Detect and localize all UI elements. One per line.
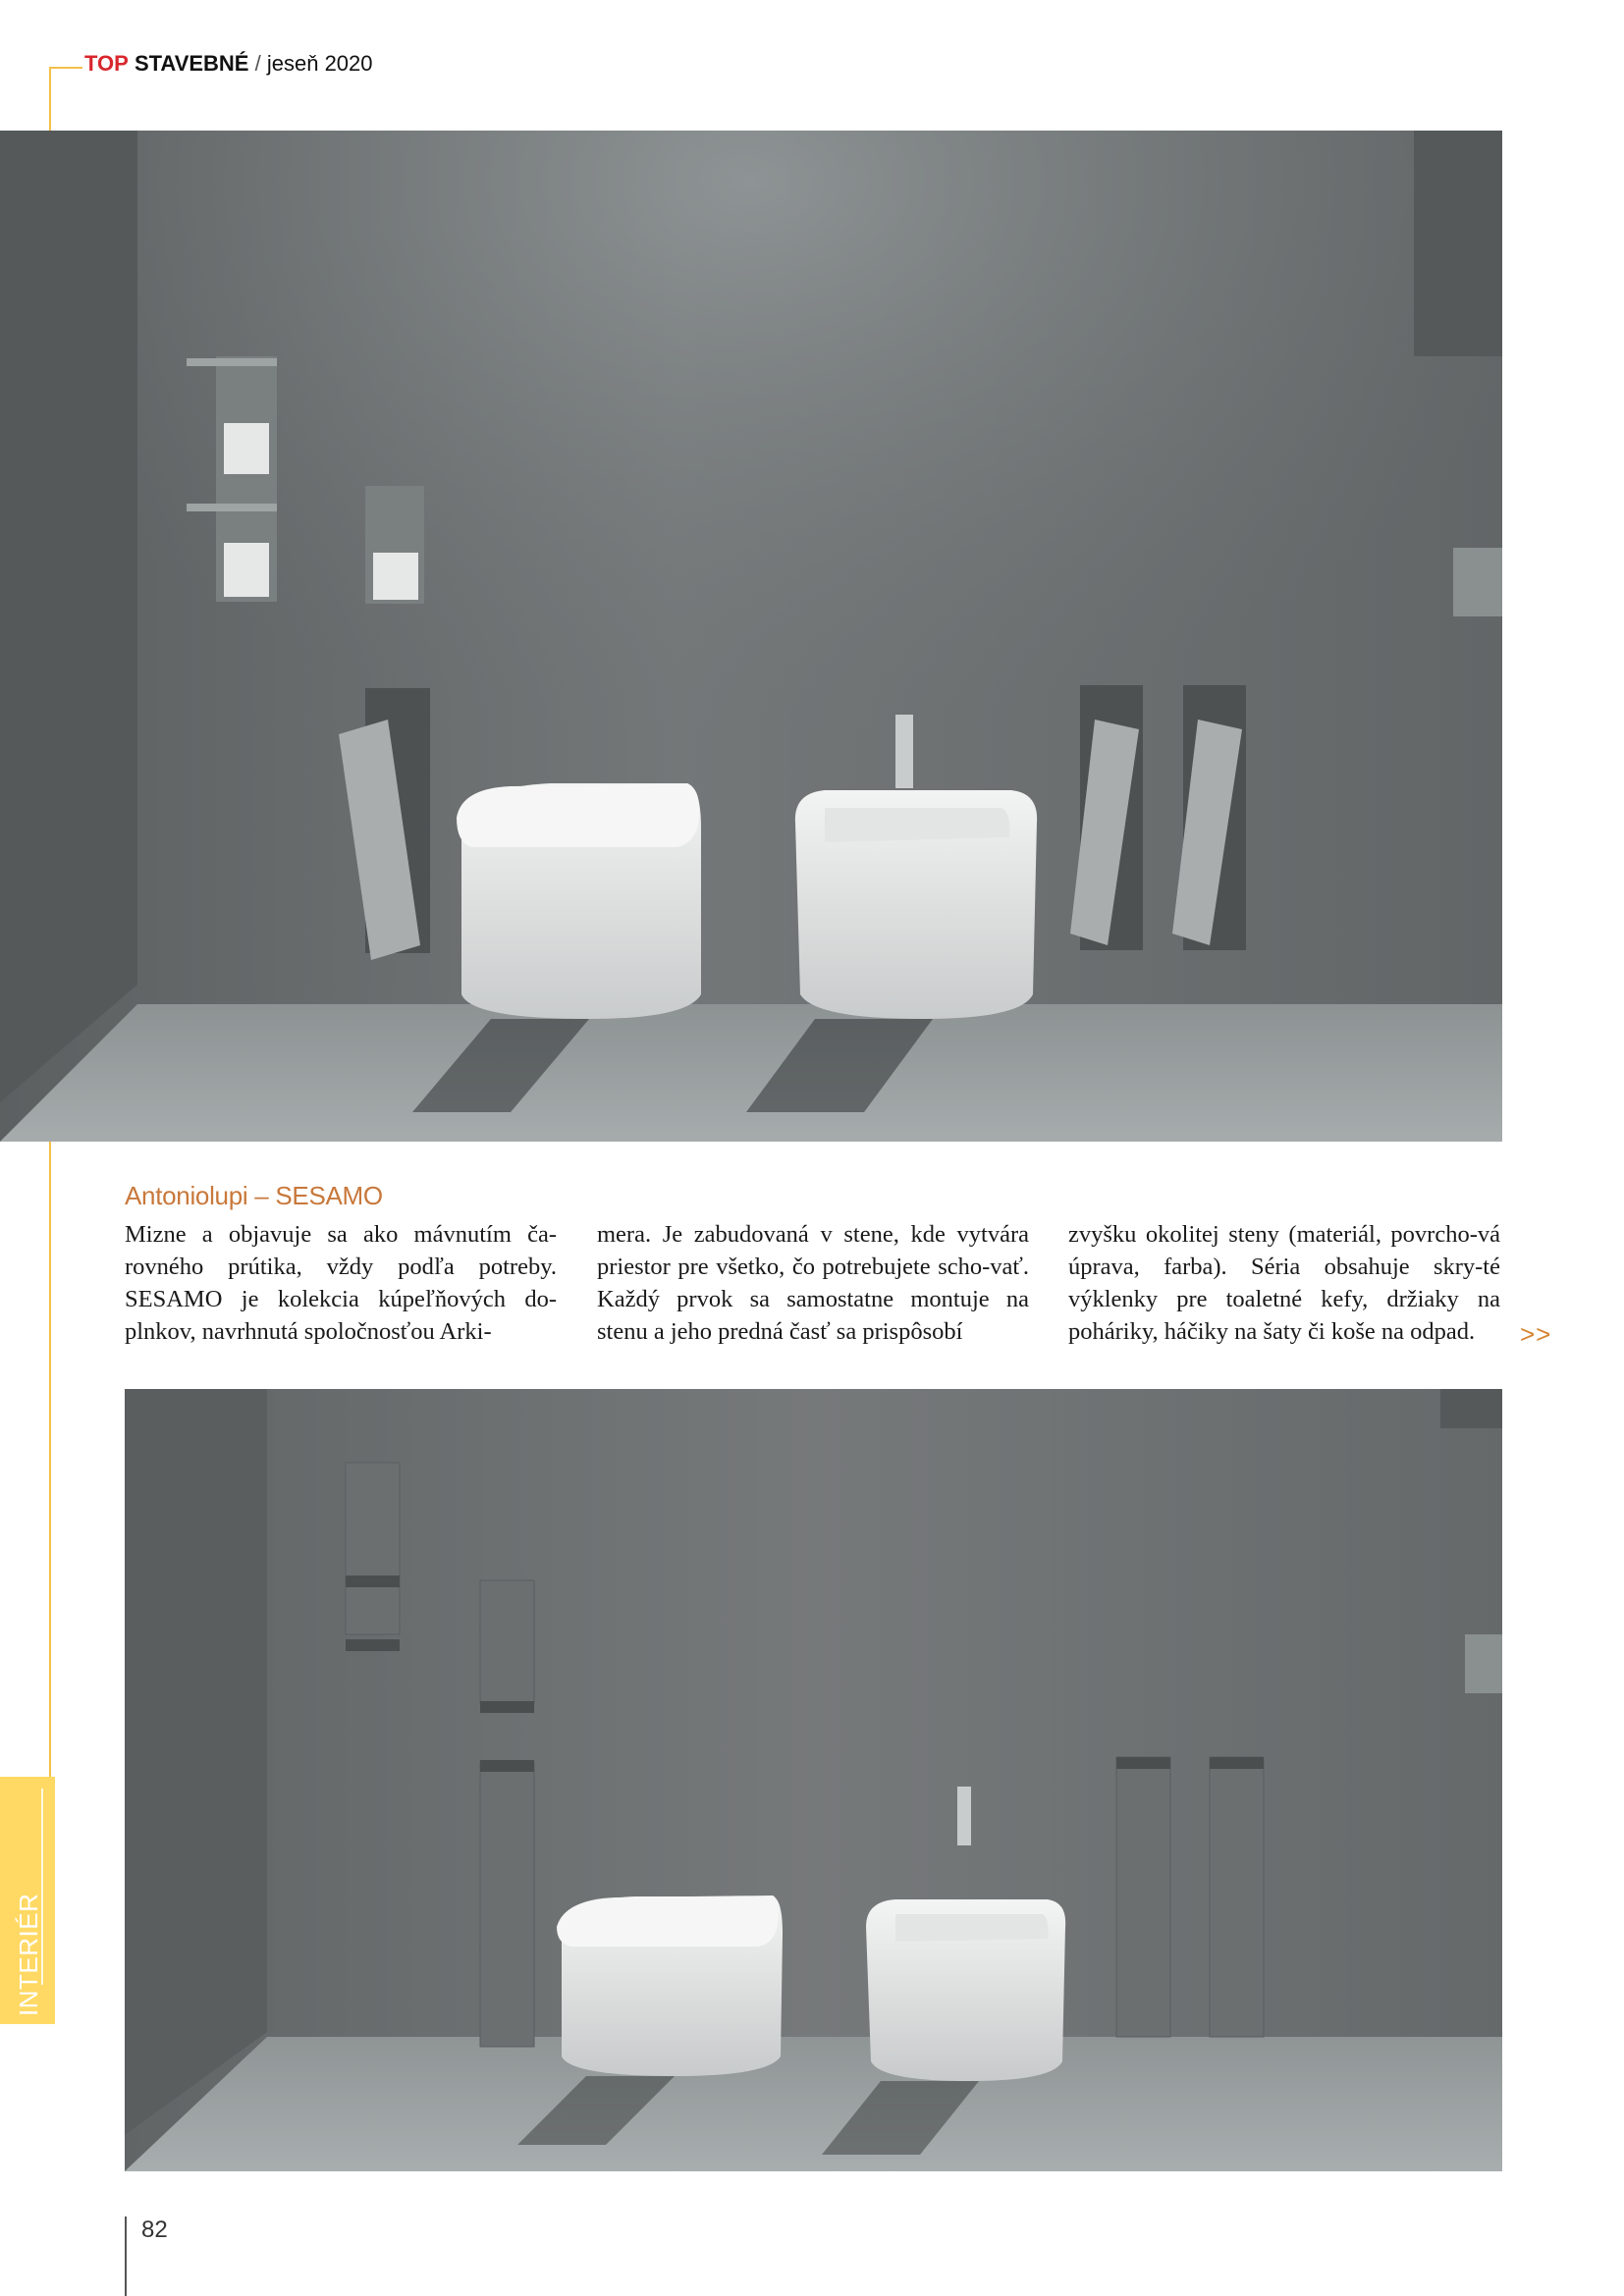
article-column-1: Mizne a objavuje sa ako mávnutím ča-rovného prútika, vždy podľa potreby. SESAMO je kolekcia kúpeľňových do-plnkov, navrhnutá spoločnosťou Arki-: [125, 1221, 557, 1345]
running-header: [84, 51, 373, 77]
photo-bathroom-closed: [125, 1389, 1502, 2171]
page-number: 82: [141, 2216, 168, 2243]
left-accent-rule: [49, 1142, 51, 1789]
header-accent-line: [49, 67, 51, 133]
header-accent-line-h: [49, 67, 82, 69]
article-column-2: mera. Je zabudovaná v stene, kde vytvára priestor pre všetko, čo potrebujete scho-vať. Každý prvok sa samostatne montuje na stenu a jeho predná časť sa prispôsobí: [597, 1221, 1029, 1345]
article-column-3: zvyšku okolitej steny (materiál, povrcho-vá úprava, farba). Séria obsahuje skry-té výklenky pre toaletné kefy, držiaky na poháriky, háčiky na šaty či koše na odpad.: [1068, 1221, 1500, 1345]
page-number-rule: [125, 2216, 127, 2296]
issue-label: jeseň 2020: [266, 51, 373, 76]
continue-marker: >>: [1520, 1319, 1552, 1349]
brand-name: STAVEBNÉ: [134, 51, 249, 76]
header-separator: /: [254, 51, 261, 76]
photo-bathroom-open: [0, 131, 1502, 1142]
section-tab-label: INTERIÉR: [14, 1893, 43, 2016]
brand-top: TOP: [84, 51, 129, 76]
article-title: Antoniolupi – SESAMO: [125, 1181, 383, 1210]
